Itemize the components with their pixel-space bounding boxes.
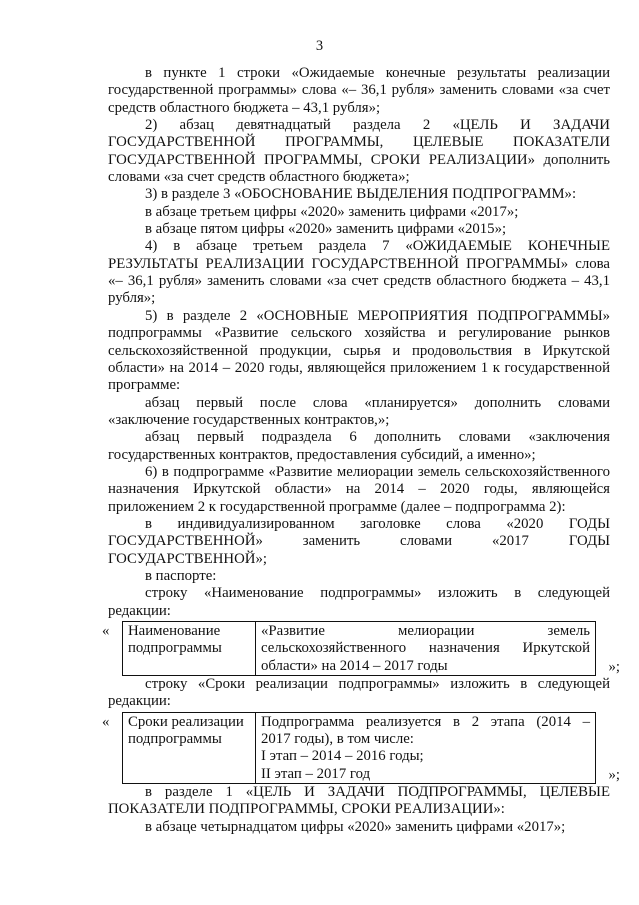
passport-table-naming: [122, 621, 596, 676]
paragraph: строку «Наименование подпрограммы» изложить в следующей редакции:: [108, 585, 610, 619]
cell-line: сельскохозяйственного назначения Иркутской: [261, 640, 590, 657]
paragraph: 3) в разделе 3 «ОБОСНОВАНИЕ ВЫДЕЛЕНИЯ ПОДПРОГРАММ»:: [145, 186, 577, 203]
passport-table-terms: [122, 712, 596, 784]
paragraph: абзац первый после слова «планируется» дополнить словами «заключение государственных контрактов,»;: [108, 394, 610, 428]
closing-quote: »;: [608, 658, 620, 675]
paragraph: в абзаце третьем цифры «2020» заменить цифрами «2017»;: [145, 203, 519, 220]
paragraph: в абзаце четырнадцатом цифры «2020» заменить цифрами «2017»;: [145, 818, 566, 835]
cell-line: Подпрограмма реализуется в 2 этапа (2014 –: [261, 713, 590, 730]
paragraph: в индивидуализированном заголовке слова «2020 ГОДЫ ГОСУДАРСТВЕННОЙ» заменить словами «2017 ГОДЫ ГОСУДАРСТВЕННОЙ»;: [108, 515, 610, 567]
table-cell-value: [256, 622, 596, 676]
cell-line: Сроки реализации: [128, 713, 244, 730]
paragraph: в разделе 1 «ЦЕЛЬ И ЗАДАЧИ ПОДПРОГРАММЫ, ЦЕЛЕВЫЕ ПОКАЗАТЕЛИ ПОДПРОГРАММЫ, СРОКИ РЕАЛИЗАЦИИ»:: [108, 784, 610, 818]
table-row: [123, 712, 596, 783]
paragraph: 2) абзац девятнадцатый раздела 2 «ЦЕЛЬ И ЗАДАЧИ ГОСУДАРСТВЕННОЙ ПРОГРАММЫ, ЦЕЛЕВЫЕ ПОКАЗАТЕЛИ ГОСУДАРСТВЕННОЙ ПРОГРАММЫ, СРОКИ РЕАЛИЗАЦИИ» дополнить словами «за счет средств областного бюджета»;: [108, 117, 610, 186]
table-cell-value: [256, 712, 596, 783]
opening-quote: «: [102, 713, 110, 730]
cell-line: подпрограммы: [128, 731, 222, 748]
quoted-table-terms: [102, 712, 620, 784]
cell-line: 2017 годы), в том числе:: [261, 731, 414, 748]
paragraph: строку «Сроки реализации подпрограммы» изложить в следующей редакции:: [108, 676, 610, 710]
table-cell-label: Наименование подпрограммы: [123, 622, 256, 676]
table-cell-label: [123, 712, 256, 783]
document-body: [102, 65, 620, 836]
cell-line: II этап – 2017 год: [261, 765, 371, 782]
closing-quote: »;: [608, 766, 620, 783]
paragraph: 4) в абзаце третьем раздела 7 «ОЖИДАЕМЫЕ КОНЕЧНЫЕ РЕЗУЛЬТАТЫ РЕАЛИЗАЦИИ ГОСУДАРСТВЕННОЙ ПРОГРАММЫ» слова «– 36,1 рубля» заменить словами «за счет средств областного бюджета – 43,1 рубля»;: [108, 238, 610, 307]
cell-line: I этап – 2014 – 2016 годы;: [261, 748, 424, 765]
paragraph: 6) в подпрограмме «Развитие мелиорации земель сельскохозяйственного назначения Иркутской области» на 2014 – 2020 годы, являющейся приложением 2 к государственной программе (далее – подпрограмма 2):: [108, 463, 610, 515]
paragraph: в абзаце пятом цифры «2020» заменить цифрами «2015»;: [145, 221, 507, 238]
page-number: 3: [315, 38, 324, 54]
paragraph: абзац первый подраздела 6 дополнить словами «заключения государственных контрактов, предоставления субсидий, а именно»;: [108, 429, 610, 463]
cell-line: «Развитие мелиорации земель: [261, 623, 590, 639]
paragraph: в паспорте:: [145, 567, 217, 584]
quoted-table-naming: [102, 621, 620, 676]
paragraph: в пункте 1 строки «Ожидаемые конечные результаты реализации государственной программы» слова «– 36,1 рубля» заменить словами «за счет средств областного бюджета – 43,1 рубля»;: [108, 65, 610, 116]
opening-quote: «: [102, 623, 110, 639]
paragraph: 5) в разделе 2 «ОСНОВНЫЕ МЕРОПРИЯТИЯ ПОДПРОГРАММЫ» подпрограммы «Развитие сельского хозяйства и регулирование рынков сельскохозяйственной продукции, сырья и продовольствия в Иркутской области» на 2014 – 2020 годы, являющейся приложением 1 к государственной программе:: [108, 307, 610, 394]
table-row: [123, 622, 596, 676]
cell-line: области» на 2014 – 2017 годы: [261, 657, 448, 674]
